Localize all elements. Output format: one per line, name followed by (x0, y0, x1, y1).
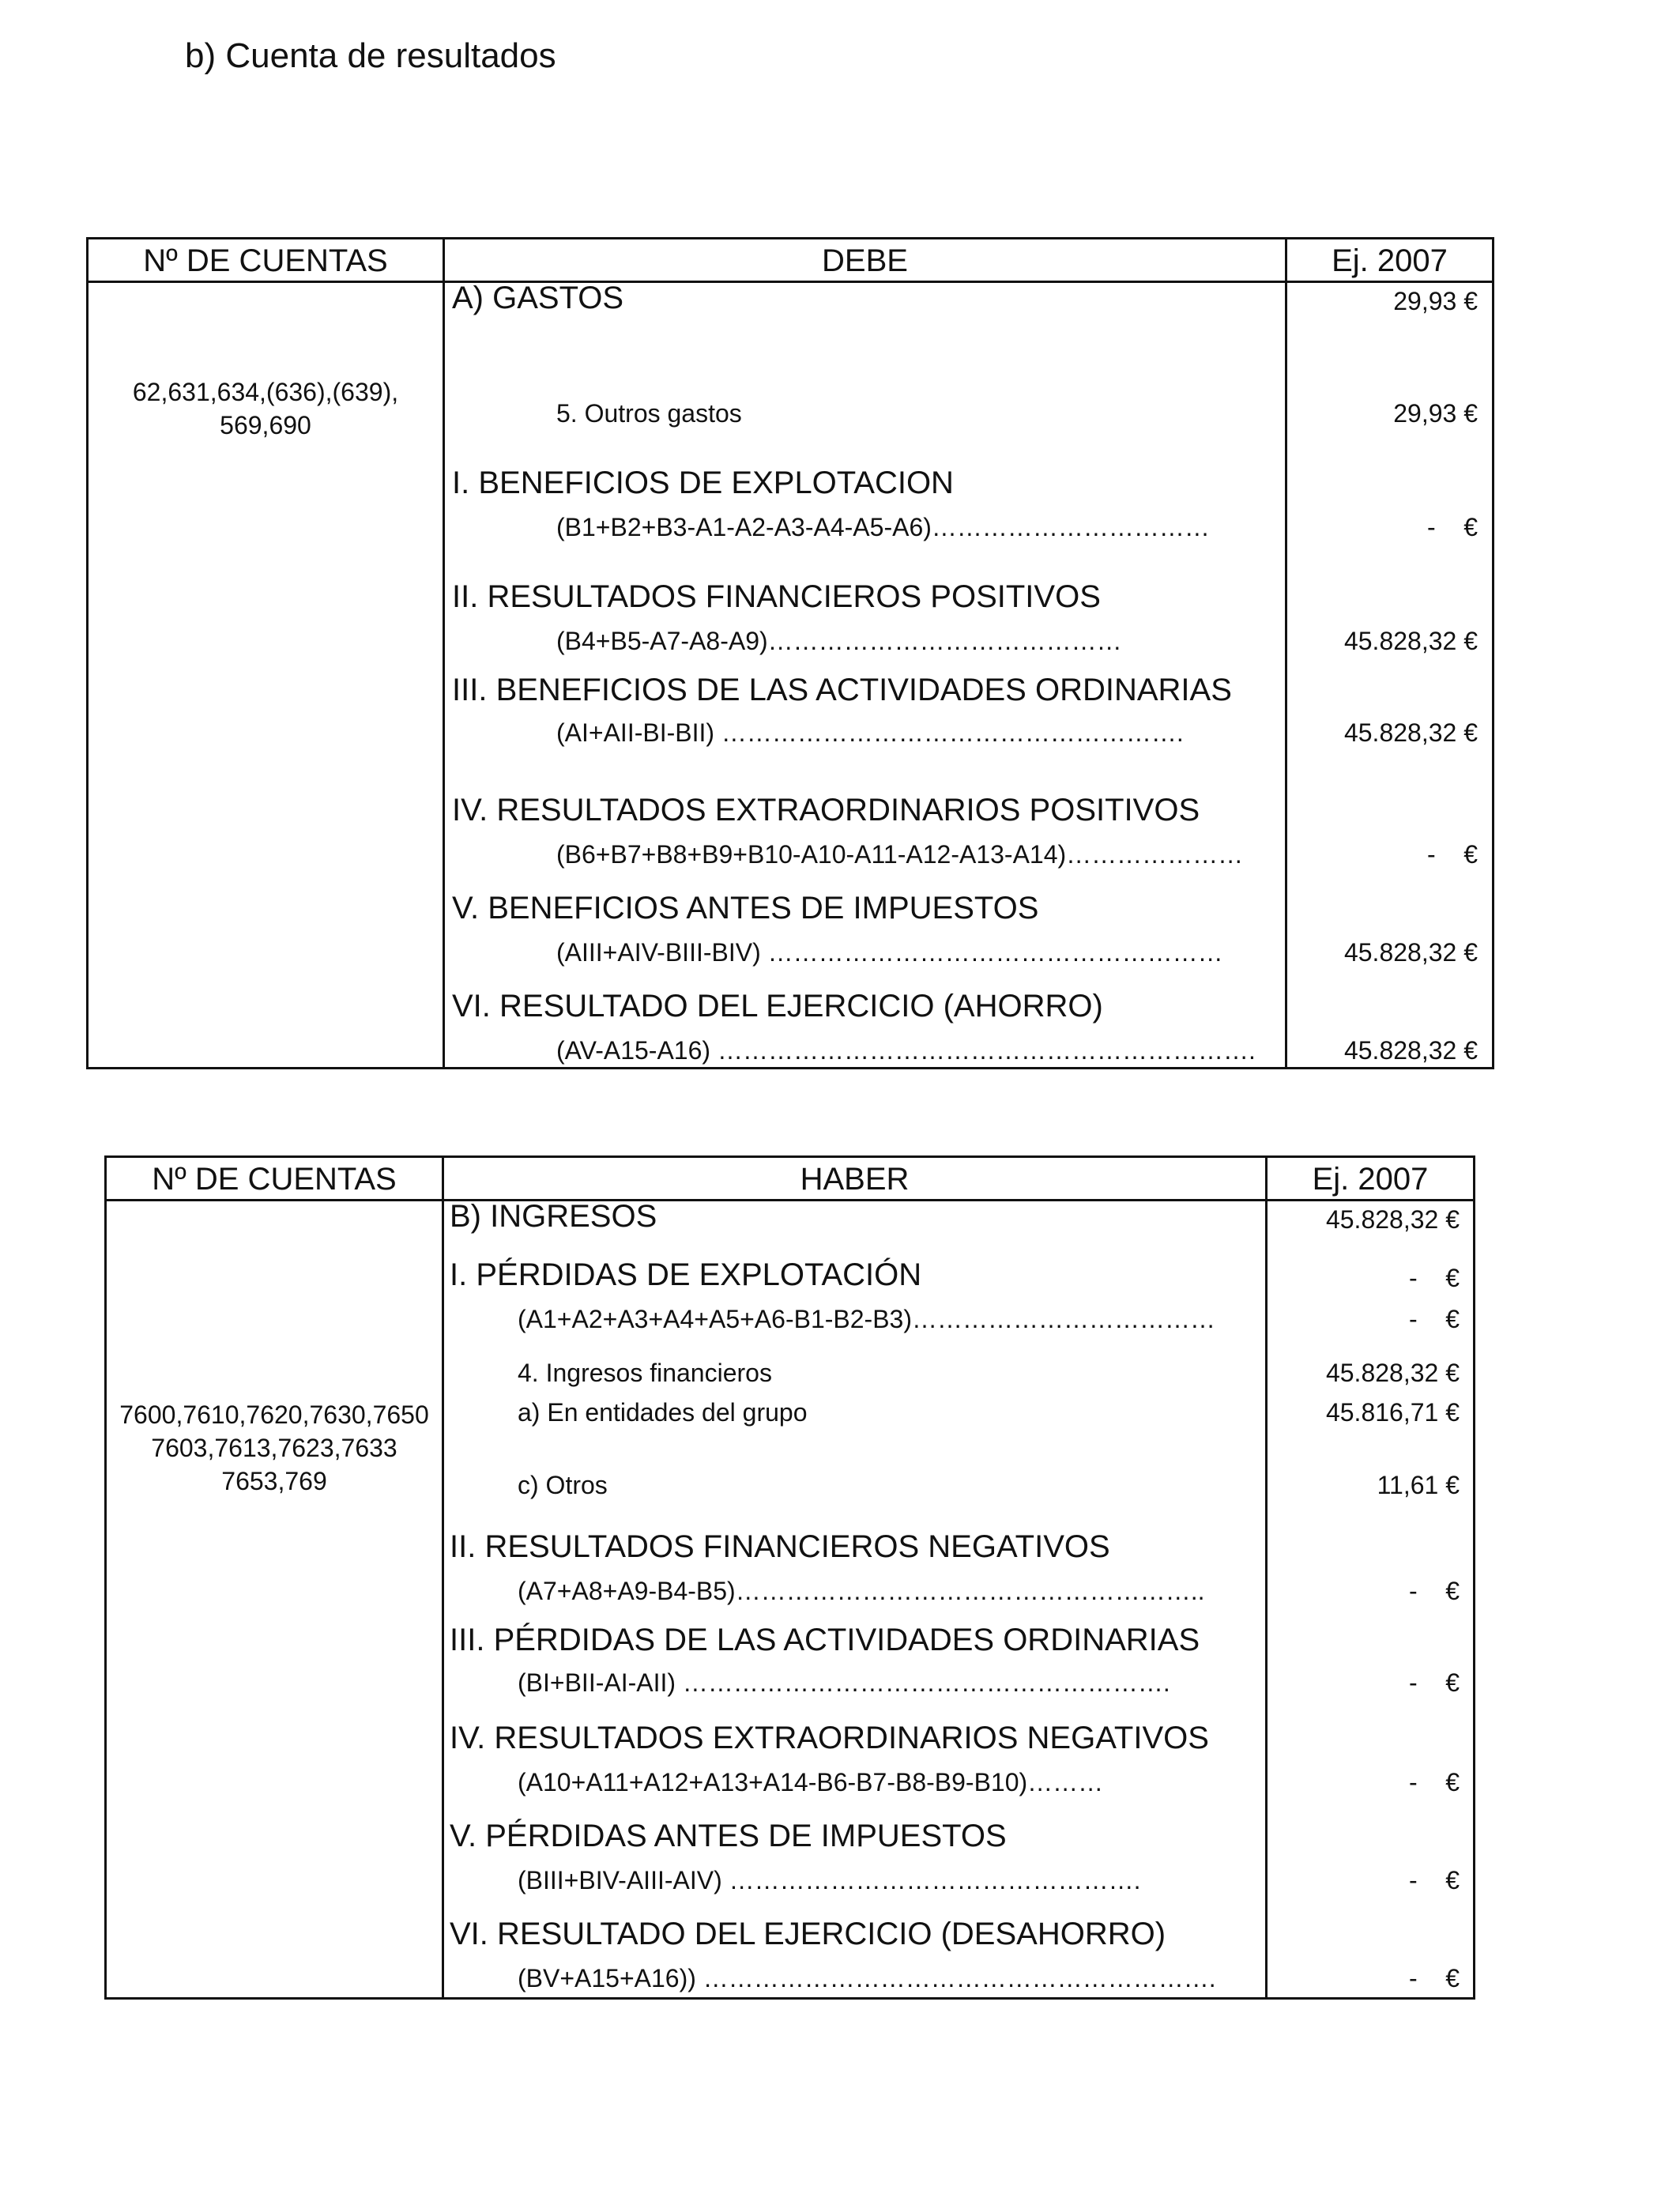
formula-beneficios-actividades-ordinarias: (AI+AII-BI-BII) ………………………………………………. (556, 718, 1184, 747)
header-debe: DEBE (822, 243, 908, 278)
section-ingresos: B) INGRESOS (450, 1199, 657, 1234)
formula-beneficios-antes-impuestos: (AIII+AIV-BIII-BIV) ……………………………………………… (556, 938, 1223, 967)
header-cuentas: Nº DE CUENTAS (143, 243, 388, 278)
column-divider (442, 1158, 444, 1997)
heading-resultados-financieros-negativos: II. RESULTADOS FINANCIEROS NEGATIVOS (450, 1529, 1110, 1564)
amount-perdidas-explotacion: - € (1408, 1264, 1460, 1292)
amount-formula-perdidas-explotacion: - € (1408, 1305, 1460, 1333)
amount-otros: 11,61 € (1377, 1471, 1460, 1499)
amount-resultado-ejercicio-ahorro: 45.828,32 € (1343, 1036, 1478, 1065)
amount-perdidas-actividades-ordinarias: - € (1408, 1668, 1460, 1697)
heading-resultado-ejercicio-ahorro: VI. RESULTADO DEL EJERCICIO (AHORRO) (452, 989, 1103, 1023)
formula-resultados-financieros-positivos: (B4+B5-A7-A8-A9)…………………………………… (556, 627, 1122, 655)
line-entidades-grupo: a) En entidades del grupo (518, 1398, 808, 1427)
amount-ingresos-financieros: 45.828,32 € (1325, 1359, 1460, 1387)
formula-resultados-extraordinarios-negativos: (A10+A11+A12+A13+A14-B6-B7-B8-B9-B10)……… (518, 1768, 1104, 1796)
heading-resultados-extraordinarios-positivos: IV. RESULTADOS EXTRAORDINARIOS POSITIVOS (452, 793, 1200, 827)
account-code-line: 7653,769 (221, 1467, 327, 1495)
line-otros: c) Otros (518, 1471, 608, 1499)
header-ejercicio: Ej. 2007 (1332, 243, 1448, 278)
account-codes (107, 1398, 442, 1498)
amount-entidades-grupo: 45.816,71 € (1325, 1398, 1460, 1427)
amount-resultados-extraordinarios-positivos: - € (1426, 840, 1478, 869)
heading-beneficios-antes-impuestos: V. BENEFICIOS ANTES DE IMPUESTOS (452, 891, 1039, 925)
header-cuentas: Nº DE CUENTAS (152, 1162, 397, 1197)
amount-outros-gastos: 29,93 € (1393, 399, 1478, 428)
amount-resultados-financieros-positivos: 45.828,32 € (1343, 627, 1478, 655)
amount-ingresos: 45.828,32 € (1325, 1205, 1460, 1234)
column-divider (1265, 1158, 1268, 1997)
heading-beneficios-explotacion: I. BENEFICIOS DE EXPLOTACION (452, 466, 954, 500)
account-code-line: 7603,7613,7623,7633 (151, 1434, 397, 1462)
formula-beneficios-explotacion: (B1+B2+B3-A1-A2-A3-A4-A5-A6)…………………………… (556, 513, 1210, 541)
amount-resultados-financieros-negativos: - € (1408, 1577, 1460, 1605)
amount-beneficios-antes-impuestos: 45.828,32 € (1343, 938, 1478, 967)
heading-resultados-financieros-positivos: II. RESULTADOS FINANCIEROS POSITIVOS (452, 579, 1101, 614)
heading-perdidas-antes-impuestos: V. PÉRDIDAS ANTES DE IMPUESTOS (450, 1819, 1007, 1853)
account-code-line: 62,631,634,(636),(639), (132, 378, 399, 406)
column-divider (443, 239, 445, 1067)
haber-table (104, 1155, 1475, 2000)
amount-gastos: 29,93 € (1393, 287, 1478, 315)
formula-perdidas-actividades-ordinarias: (BI+BII-AI-AII) …………………………………………………. (518, 1668, 1170, 1697)
heading-resultado-ejercicio-desahorro: VI. RESULTADO DEL EJERCICIO (DESAHORRO) (450, 1917, 1166, 1951)
heading-beneficios-actividades-ordinarias: III. BENEFICIOS DE LAS ACTIVIDADES ORDINARIAS (452, 673, 1232, 707)
header-haber: HABER (800, 1162, 910, 1197)
formula-resultado-ejercicio-desahorro: (BV+A15+A16)) ……………………………………………………. (518, 1964, 1216, 1992)
line-ingresos-financieros: 4. Ingresos financieros (518, 1359, 772, 1387)
account-codes (89, 375, 443, 442)
section-gastos: A) GASTOS (452, 281, 624, 315)
header-ejercicio: Ej. 2007 (1312, 1162, 1429, 1197)
heading-perdidas-actividades-ordinarias: III. PÉRDIDAS DE LAS ACTIVIDADES ORDINARIAS (450, 1623, 1200, 1657)
formula-perdidas-antes-impuestos: (BIII+BIV-AIII-AIV) …………………………………………. (518, 1866, 1141, 1894)
amount-beneficios-actividades-ordinarias: 45.828,32 € (1343, 718, 1478, 747)
line-outros-gastos: 5. Outros gastos (556, 399, 742, 428)
formula-resultados-extraordinarios-positivos: (B6+B7+B8+B9+B10-A10-A11-A12-A13-A14)………………… (556, 840, 1244, 869)
page-title: b) Cuenta de resultados (185, 36, 556, 75)
heading-resultados-extraordinarios-negativos: IV. RESULTADOS EXTRAORDINARIOS NEGATIVOS (450, 1721, 1209, 1755)
amount-resultado-ejercicio-desahorro: - € (1408, 1964, 1460, 1992)
account-code-line: 7600,7610,7620,7630,7650 (119, 1400, 429, 1429)
heading-perdidas-explotacion: I. PÉRDIDAS DE EXPLOTACIÓN (450, 1257, 922, 1292)
formula-resultado-ejercicio-ahorro: (AV-A15-A16) ………………………………………………………. (556, 1036, 1256, 1065)
amount-perdidas-antes-impuestos: - € (1408, 1866, 1460, 1894)
formula-resultados-financieros-negativos: (A7+A8+A9-B4-B5)……………………………………………….. (518, 1577, 1205, 1605)
debe-table (86, 237, 1494, 1069)
column-divider (1285, 239, 1287, 1067)
amount-resultados-extraordinarios-negativos: - € (1408, 1768, 1460, 1796)
amount-beneficios-explotacion: - € (1426, 513, 1478, 541)
formula-perdidas-explotacion: (A1+A2+A3+A4+A5+A6-B1-B2-B3)……………………………… (518, 1305, 1215, 1333)
account-code-line: 569,690 (220, 411, 311, 439)
